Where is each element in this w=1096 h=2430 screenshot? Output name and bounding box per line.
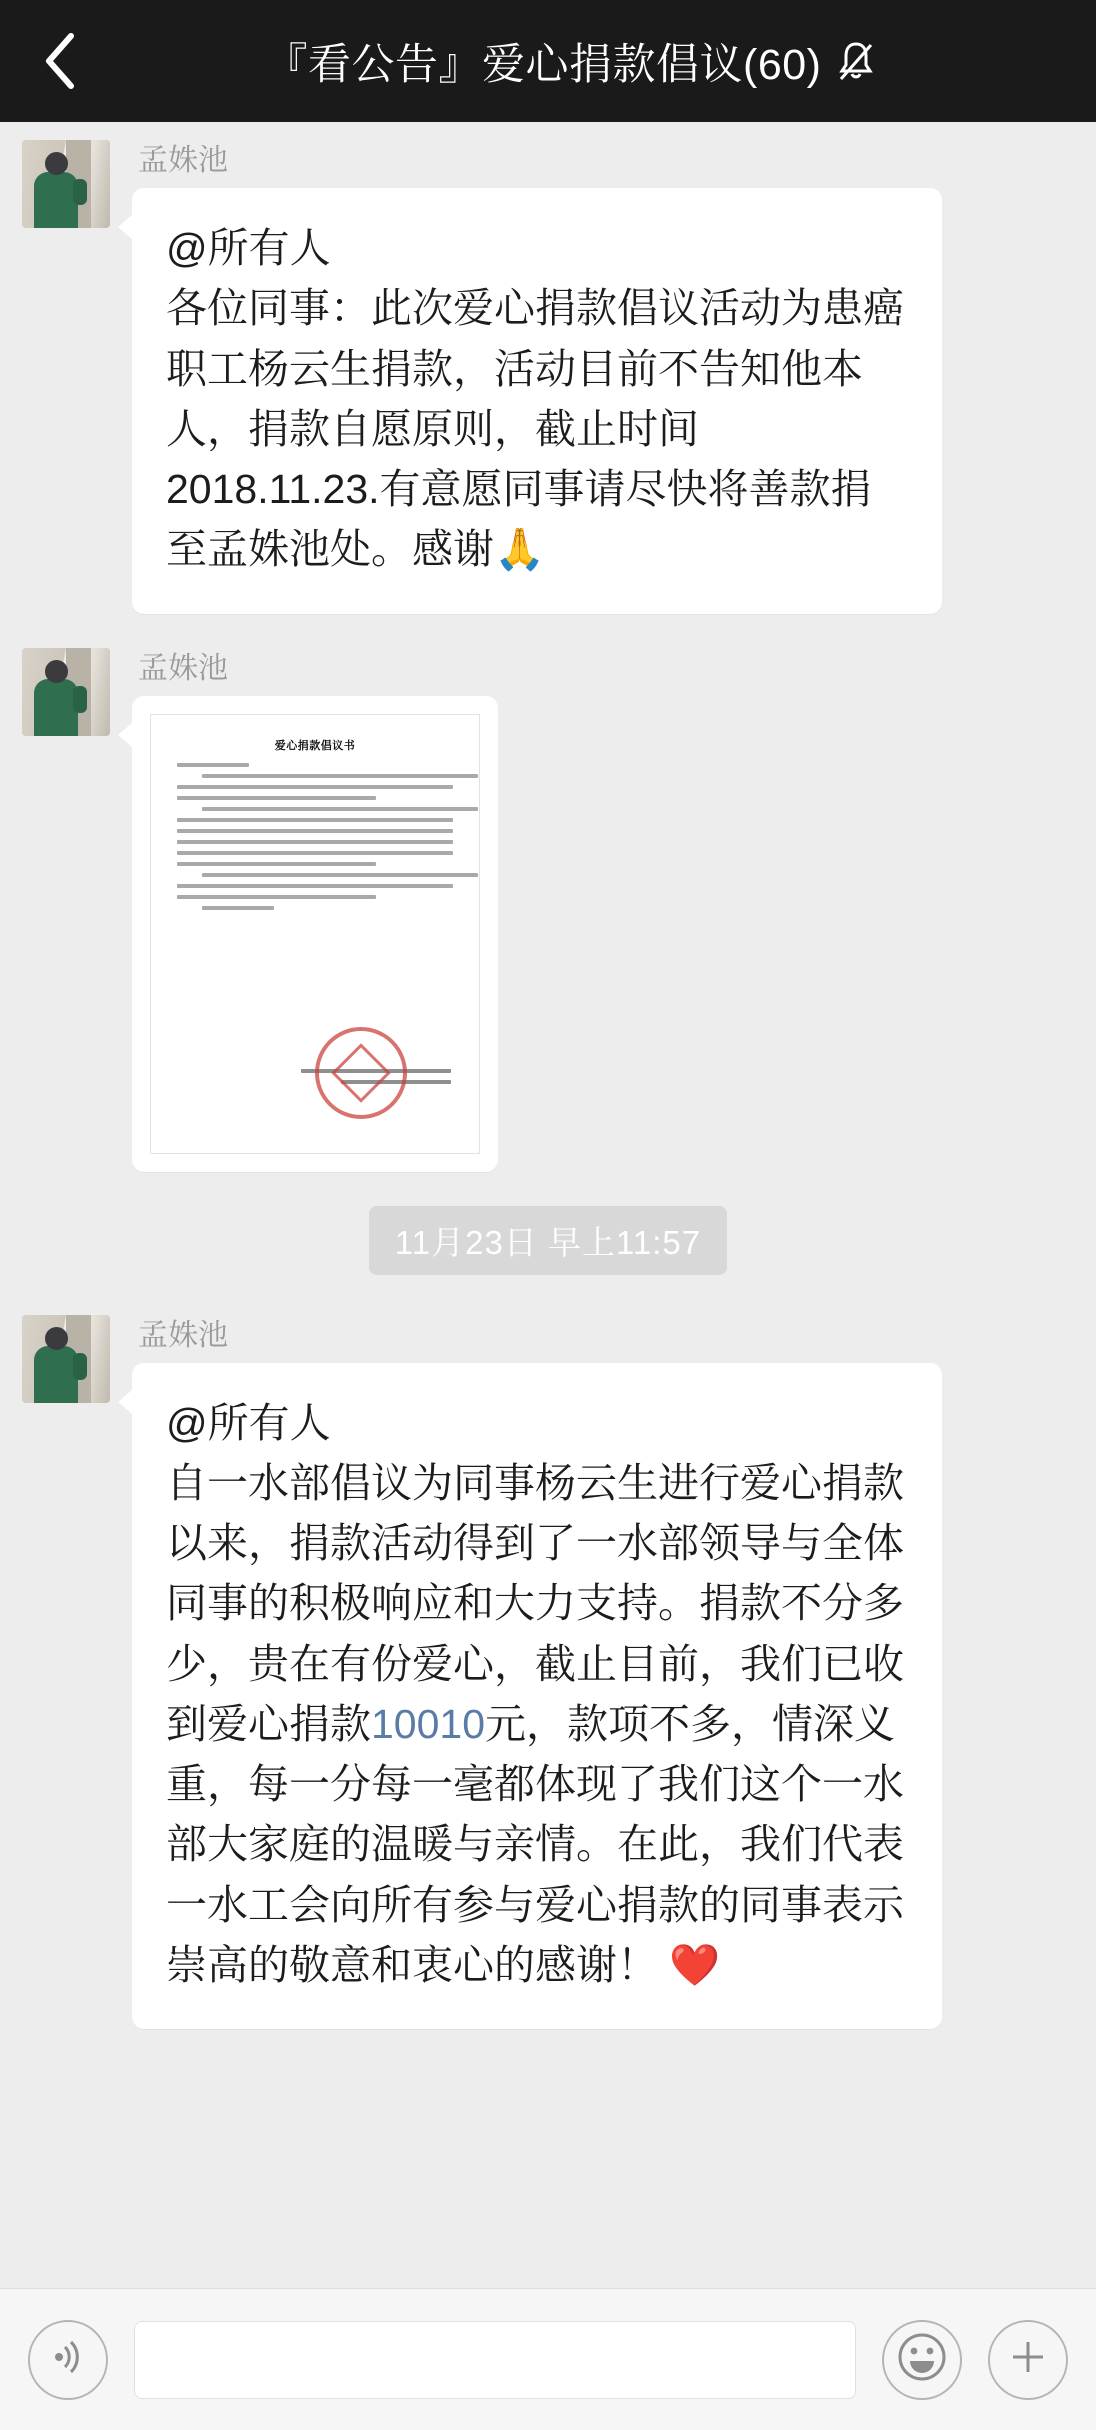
message-text-input[interactable] [134,2321,856,2399]
message-body: 各位同事：此次爱心捐款倡议活动为患癌职工杨云生捐款，活动目前不告知他本人，捐款自愿原则，截止时间2018.11.23.有意愿同事请尽快将善款捐至孟姝池处。感谢 [166,285,904,573]
message-sender-name: 孟姝池 [138,651,228,685]
avatar[interactable] [22,648,110,736]
message-sender-name: 孟姝池 [138,1318,228,1352]
mention-all: @所有人 [166,225,331,271]
emoji-button[interactable] [882,2320,962,2400]
voice-wave-icon [45,2334,91,2385]
chat-message-list[interactable] [0,122,1096,2430]
message-text [166,218,908,580]
document-title: 爱心捐款倡议书 [274,739,356,752]
message-item [0,648,1096,1172]
message-body-part1: 自一水部倡议为同事杨云生进行爱心捐款以来，捐款活动得到了一水部领导与全体同事的积极响应和大力支持。捐款不分多少，贵在有份爱心，截止目前，我们已收到爱心捐款 [166,1459,904,1747]
message-bubble[interactable] [132,1363,942,2030]
bell-mute-icon [837,39,875,83]
pray-emoji: 🙏 [494,525,546,574]
message-item [0,140,1096,614]
page-title-text: 『看公告』爱心捐款倡议(60) [264,40,822,89]
message-sender-name: 孟姝池 [138,144,228,177]
top-navigation-bar [0,0,1096,122]
plus-icon [1006,2335,1050,2384]
smiley-face-icon [897,2332,947,2387]
timestamp-divider [0,1206,1096,1275]
avatar[interactable] [22,1315,110,1403]
heart-emoji: ❤️ [669,1940,721,1989]
message-text [166,1393,908,1996]
avatar[interactable] [22,140,110,228]
red-official-seal [315,1027,407,1119]
message-body-part2: 元，款项不多，情深义重，每一分每一毫都体现了我们这个一水部大家庭的温暖与亲情。在此，我们代表一水工会向所有参与爱心捐款的同事表示崇高的敬意和衷心的感谢！ [166,1700,904,1988]
voice-input-button[interactable] [28,2320,108,2400]
message-bubble[interactable] [132,188,942,614]
more-actions-button[interactable] [988,2320,1068,2400]
mention-all: @所有人 [166,1399,331,1446]
page-title [68,31,1072,92]
message-image-bubble[interactable] [132,696,498,1172]
message-item [0,1315,1096,2030]
timestamp-label: 11月23日 早上11:57 [369,1206,727,1275]
donation-amount: 10010 [371,1700,486,1747]
message-input-bar [0,2288,1096,2430]
donation-proposal-document[interactable] [150,714,480,1154]
